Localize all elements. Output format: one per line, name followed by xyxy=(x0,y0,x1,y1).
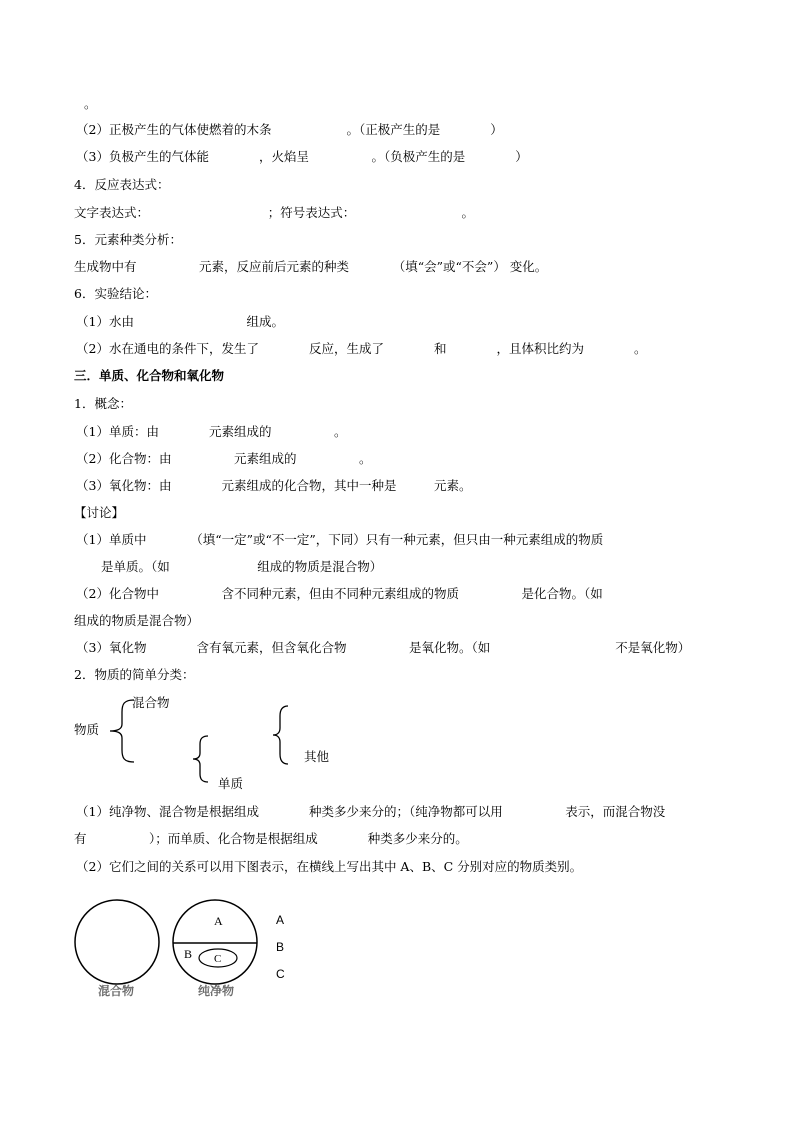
tree-brace-main xyxy=(100,696,140,766)
concept-simple-substance: （1）单质：由 元素组成的 。 xyxy=(76,424,347,439)
pure-substance-circle xyxy=(173,900,257,984)
discussion-2-line-1: （2）化合物中 含不同种元素，但由不同种元素组成的物质 是化合物。（如 xyxy=(76,586,603,601)
element-analysis-line: 生成物中有 元素，反应前后元素的种类 （填“会”或“不会”） 变化。 xyxy=(74,259,548,274)
discussion-1-line-1: （1）单质中 （填“一定”或“不一定”，下同）只有一种元素，但只由一种元素组成的物质 xyxy=(76,532,604,547)
conclusion-line-1: （1）水由 组成。 xyxy=(76,314,284,329)
classification-note-line-1: （1）纯净物、混合物是根据组成 种类多少来分的；（纯净物都可以用 表示，而混合物没 xyxy=(76,804,666,819)
tree-simple-label: 单质 xyxy=(218,776,244,791)
discussion-2-line-2: 组成的物质是混合物） xyxy=(74,613,200,628)
relationship-instruction: （2）它们之间的关系可以用下图表示，在横线上写出其中 A、B、C 分别对应的物质类别。 xyxy=(76,859,583,874)
discussion-1-line-2: 是单质。（如 组成的物质是混合物） xyxy=(76,559,383,574)
heading-element-analysis: 5．元素种类分析： xyxy=(74,232,182,247)
pure-substance-caption: 纯净物 xyxy=(198,984,235,998)
anode-gas-line: （2）正极产生的气体使燃着的木条 。（正极产生的是 ） xyxy=(76,122,503,137)
heading-classification: 2．物质的简单分类： xyxy=(74,667,195,682)
mixture-caption: 混合物 xyxy=(98,984,135,998)
cathode-gas-line: （3）负极产生的气体能 ，火焰呈 。（负极产生的是 ） xyxy=(76,149,528,164)
answer-label-c: C xyxy=(276,967,285,981)
region-b-label: B xyxy=(184,947,193,961)
region-a-label: A xyxy=(214,914,223,928)
concept-compound: （2）化合物：由 元素组成的 。 xyxy=(76,451,372,466)
tree-other-label: 其他 xyxy=(304,749,330,764)
tree-brace-compound xyxy=(268,704,292,766)
tree-mixture-label: 混合物 xyxy=(132,695,170,710)
classification-note-line-2: 有 ）；而单质、化合物是根据组成 种类多少来分的。 xyxy=(74,831,468,846)
expression-line: 文字表达式： ；符号表达式： 。 xyxy=(74,205,475,220)
substance-relationship-diagram xyxy=(70,895,300,1005)
tree-root-label: 物质 xyxy=(74,722,100,737)
concept-oxide: （3）氧化物：由 元素组成的化合物，其中一种是 元素。 xyxy=(76,478,472,493)
discussion-heading: 【讨论】 xyxy=(74,505,125,520)
heading-reaction-expression: 4．反应表达式： xyxy=(74,177,170,192)
region-c-label: C xyxy=(214,953,222,965)
answer-label-a: A xyxy=(276,913,285,927)
heading-conclusion: 6．实验结论： xyxy=(74,286,157,301)
answer-label-b: B xyxy=(276,940,285,954)
leading-period: 。 xyxy=(84,96,97,111)
discussion-3-line: （3）氧化物 含有氧元素，但含氧化合物 是氧化物。（如 不是氧化物） xyxy=(76,640,691,655)
section-three-title: 三．单质、化合物和氧化物 xyxy=(74,368,225,383)
mixture-circle xyxy=(75,900,159,984)
tree-brace-pure xyxy=(188,734,212,784)
conclusion-line-2: （2）水在通电的条件下，发生了 反应，生成了 和 ，且体积比约为 。 xyxy=(76,341,647,356)
heading-concepts: 1．概念： xyxy=(74,396,132,411)
